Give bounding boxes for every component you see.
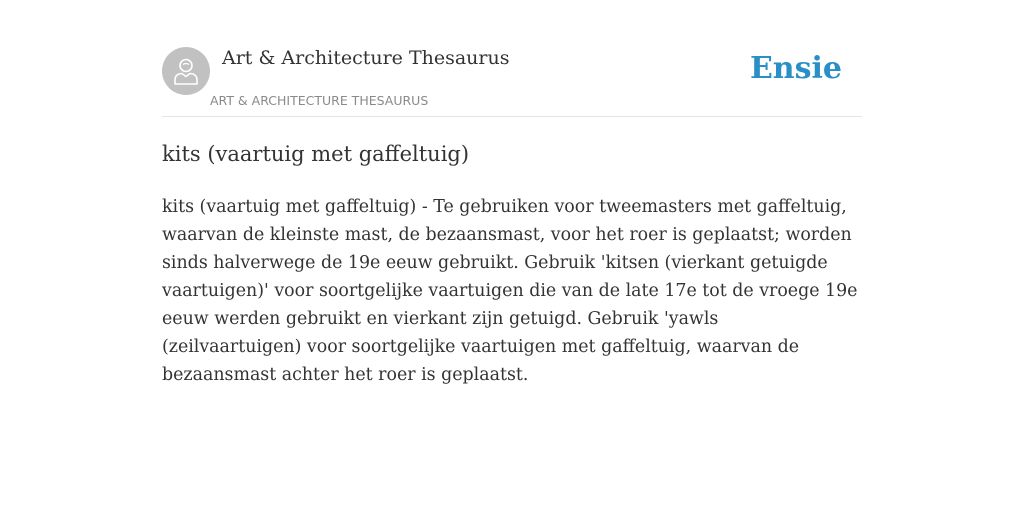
user-icon [172, 56, 200, 86]
entry-term: kits (vaartuig met gaffeltuig) [162, 142, 470, 166]
source-header [162, 0, 862, 117]
entry-definition: kits (vaartuig met gaffeltuig) - Te gebruiken voor tweemasters met gaffeltuig, waarvan de kleinste mast, de bezaansmast, voor het roer is geplaatst; worden sinds halverwege de 19e eeuw gebruikt. Gebruik 'kitsen (vierkant getuigde vaartuigen)' voor soortgelijke vaartuigen die van de late 17e tot de vroege 19e eeuw werden gebruikt en vierkant zijn getuigd. Gebruik 'yawls (zeilvaartuigen) voor soortgelijke vaartuigen met gaffeltuig, waarvan de bezaansmast achter het roer is geplaatst. [162, 197, 858, 385]
source-subtitle: ART & ARCHITECTURE THESAURUS [210, 93, 429, 108]
avatar[interactable] [162, 47, 210, 95]
brand-logo[interactable]: Ensie [749, 51, 842, 86]
source-title[interactable]: Art & Architecture Thesaurus [222, 47, 510, 69]
